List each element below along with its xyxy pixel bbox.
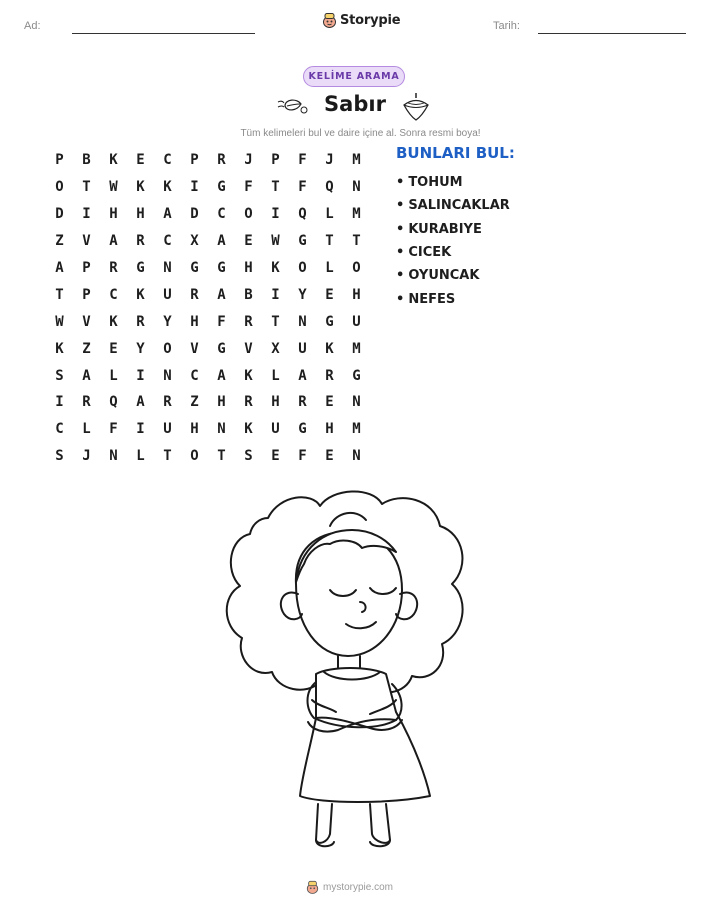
grid-letter[interactable]: L — [109, 367, 118, 384]
grid-letter[interactable]: T — [55, 286, 64, 303]
grid-letter[interactable]: F — [298, 179, 307, 196]
grid-letter[interactable]: R — [190, 286, 199, 303]
grid-letter[interactable]: E — [109, 340, 118, 357]
brand-logo — [322, 12, 400, 28]
grid-letter[interactable]: B — [244, 286, 253, 303]
grid-letter[interactable]: L — [136, 448, 145, 465]
grid-row — [46, 389, 370, 416]
grid-letter[interactable]: U — [298, 340, 307, 357]
word-text: KURABIYE — [408, 221, 482, 237]
grid-letter[interactable]: G — [298, 421, 307, 438]
grid-letter[interactable]: B — [82, 152, 91, 169]
grid-letter[interactable]: A — [217, 367, 226, 384]
grid-letter[interactable]: E — [244, 233, 253, 250]
word-list-item — [396, 241, 510, 264]
grid-letter[interactable]: E — [136, 152, 145, 169]
grid-letter[interactable]: A — [217, 286, 226, 303]
grid-letter[interactable]: K — [244, 421, 253, 438]
grid-letter[interactable]: S — [55, 367, 64, 384]
word-list-item — [396, 194, 510, 217]
grid-letter[interactable]: I — [136, 367, 145, 384]
grid-letter[interactable]: C — [109, 286, 118, 303]
storypie-logo-icon — [322, 12, 337, 28]
name-label: Ad: — [24, 20, 41, 32]
grid-letter[interactable]: K — [109, 313, 118, 330]
grid-letter[interactable]: Q — [109, 394, 118, 411]
grid-letter[interactable]: Y — [163, 313, 172, 330]
word-list-item — [396, 287, 510, 310]
footer-url: mystorypie.com — [323, 881, 394, 893]
grid-letter[interactable]: O — [244, 206, 253, 223]
grid-letter[interactable]: L — [325, 206, 334, 223]
name-line — [72, 33, 255, 34]
date-label: Tarih: — [493, 20, 520, 32]
grid-letter[interactable]: K — [271, 260, 280, 276]
grid-letter[interactable]: U — [163, 421, 172, 438]
grid-letter[interactable]: C — [190, 367, 199, 384]
date-line — [538, 33, 686, 34]
grid-letter[interactable]: K — [163, 179, 172, 196]
grid-letter[interactable]: K — [244, 367, 253, 384]
grid-letter[interactable]: G — [136, 260, 145, 276]
grid-letter[interactable]: T — [163, 448, 172, 465]
page-title: Sabır — [324, 92, 386, 116]
grid-letter[interactable]: D — [55, 206, 64, 223]
grid-letter[interactable]: T — [352, 233, 361, 250]
grid-letter[interactable]: G — [298, 233, 307, 250]
grid-letter[interactable]: O — [298, 260, 307, 276]
grid-letter[interactable]: N — [352, 448, 361, 465]
grid-letter[interactable]: T — [271, 179, 280, 196]
grid-letter[interactable]: J — [82, 448, 91, 465]
grid-letter[interactable]: G — [325, 313, 334, 330]
grid-letter[interactable]: U — [271, 421, 280, 438]
grid-letter[interactable]: R — [136, 313, 145, 330]
grid-letter[interactable]: Y — [136, 340, 145, 357]
grid-letter[interactable]: C — [163, 152, 172, 169]
grid-letter[interactable]: A — [298, 367, 307, 384]
worksheet-type-badge: KELİME ARAMA — [303, 66, 405, 87]
grid-letter[interactable]: Q — [325, 179, 334, 196]
grid-row — [46, 443, 370, 470]
bullet-icon: • — [396, 175, 405, 191]
grid-letter[interactable]: Y — [298, 286, 307, 303]
grid-letter[interactable]: J — [325, 152, 334, 169]
grid-letter[interactable]: P — [55, 152, 64, 169]
grid-letter[interactable]: I — [55, 394, 64, 411]
bullet-icon: • — [396, 245, 405, 261]
brand-name: Storypie — [340, 12, 401, 28]
grid-letter[interactable]: L — [271, 367, 280, 384]
grid-letter[interactable]: F — [244, 179, 253, 196]
grid-letter[interactable]: R — [244, 313, 253, 330]
grid-letter[interactable]: F — [298, 152, 307, 169]
word-list-item — [396, 171, 510, 194]
grid-row — [46, 147, 370, 174]
grid-letter[interactable]: M — [352, 206, 361, 223]
grid-letter[interactable]: F — [298, 448, 307, 465]
word-list — [396, 171, 510, 311]
grid-letter[interactable]: S — [55, 448, 64, 465]
grid-letter[interactable]: I — [271, 286, 280, 303]
grid-letter[interactable]: X — [190, 233, 199, 250]
grid-letter[interactable]: G — [217, 260, 226, 276]
word-text: OYUNCAK — [408, 268, 480, 284]
grid-letter[interactable]: V — [82, 233, 91, 250]
grid-letter[interactable]: R — [325, 367, 334, 384]
word-list-item — [396, 218, 510, 241]
grid-letter[interactable]: N — [352, 394, 361, 411]
bullet-icon: • — [396, 268, 405, 284]
grid-letter[interactable]: W — [55, 313, 64, 330]
grid-letter[interactable]: H — [271, 394, 280, 411]
grid-row — [46, 228, 370, 255]
grid-letter[interactable]: O — [352, 260, 361, 276]
grid-letter[interactable]: F — [109, 421, 118, 438]
grid-letter[interactable]: N — [109, 448, 118, 465]
storypie-logo-icon — [306, 880, 319, 894]
grid-letter[interactable]: H — [244, 260, 253, 276]
grid-letter[interactable]: L — [325, 260, 334, 276]
grid-letter[interactable]: U — [163, 286, 172, 303]
grid-letter[interactable]: K — [55, 340, 64, 357]
word-list-title: BUNLARI BUL: — [396, 144, 515, 162]
grid-letter[interactable]: N — [163, 260, 172, 276]
grid-letter[interactable]: A — [217, 233, 226, 250]
grid-letter[interactable]: N — [217, 421, 226, 438]
bullet-icon: • — [396, 198, 405, 214]
spinning-top-icon — [402, 92, 430, 122]
grid-letter[interactable]: Z — [55, 233, 64, 250]
grid-letter[interactable]: H — [190, 313, 199, 330]
grid-letter[interactable]: C — [163, 233, 172, 250]
word-search-grid[interactable] — [46, 147, 370, 470]
grid-letter[interactable]: Z — [82, 340, 91, 357]
grid-row — [46, 174, 370, 201]
instructions: Tüm kelimeleri bul ve daire içine al. Sonra resmi boya! — [240, 128, 481, 139]
grid-letter[interactable]: O — [163, 340, 172, 357]
breath-leaf-icon — [277, 96, 309, 116]
grid-letter[interactable]: K — [136, 179, 145, 196]
grid-letter[interactable]: A — [55, 260, 64, 276]
grid-letter[interactable]: G — [217, 179, 226, 196]
word-text: CICEK — [408, 245, 452, 261]
grid-letter[interactable]: P — [82, 286, 91, 303]
word-text: NEFES — [408, 291, 456, 307]
grid-letter[interactable]: R — [82, 394, 91, 411]
grid-letter[interactable]: I — [136, 421, 145, 438]
grid-letter[interactable]: R — [244, 394, 253, 411]
grid-row — [46, 308, 370, 335]
grid-letter[interactable]: E — [325, 394, 334, 411]
bullet-icon: • — [396, 291, 405, 307]
grid-row — [46, 362, 370, 389]
grid-letter[interactable]: S — [244, 448, 253, 465]
grid-letter[interactable]: A — [109, 233, 118, 250]
grid-letter[interactable]: K — [136, 286, 145, 303]
grid-letter[interactable]: C — [217, 206, 226, 223]
grid-letter[interactable]: F — [217, 313, 226, 330]
grid-letter[interactable]: T — [82, 179, 91, 196]
grid-letter[interactable]: H — [190, 421, 199, 438]
grid-letter[interactable]: T — [217, 448, 226, 465]
grid-letter[interactable]: H — [325, 421, 334, 438]
grid-letter[interactable]: A — [163, 206, 172, 223]
grid-letter[interactable]: E — [325, 448, 334, 465]
grid-letter[interactable]: P — [271, 152, 280, 169]
grid-letter[interactable]: R — [163, 394, 172, 411]
grid-letter[interactable]: M — [352, 421, 361, 438]
grid-letter[interactable]: R — [298, 394, 307, 411]
grid-letter[interactable]: M — [352, 340, 361, 357]
grid-row — [46, 335, 370, 362]
grid-letter[interactable]: O — [55, 179, 64, 196]
grid-letter[interactable]: L — [82, 421, 91, 438]
word-text: TOHUM — [408, 175, 463, 191]
grid-letter[interactable]: J — [244, 152, 253, 169]
grid-row — [46, 255, 370, 282]
grid-letter[interactable]: T — [271, 313, 280, 330]
girl-with-crossed-arms-coloring-illustration — [220, 486, 470, 851]
grid-letter[interactable]: U — [352, 313, 361, 330]
word-list-item — [396, 264, 510, 287]
grid-letter[interactable]: R — [136, 233, 145, 250]
grid-letter[interactable]: R — [109, 260, 118, 276]
word-text: SALINCAKLAR — [408, 198, 510, 214]
grid-row — [46, 281, 370, 308]
grid-letter[interactable]: C — [55, 421, 64, 438]
grid-row — [46, 201, 370, 228]
grid-letter[interactable]: N — [298, 313, 307, 330]
grid-letter[interactable]: Q — [298, 206, 307, 223]
grid-letter[interactable]: G — [217, 340, 226, 357]
grid-letter[interactable]: V — [82, 313, 91, 330]
grid-letter[interactable]: O — [190, 448, 199, 465]
footer-brand — [306, 880, 393, 894]
grid-letter[interactable]: N — [352, 179, 361, 196]
grid-letter[interactable]: K — [325, 340, 334, 357]
grid-letter[interactable]: E — [271, 448, 280, 465]
grid-letter[interactable]: H — [109, 206, 118, 223]
grid-letter[interactable]: H — [352, 286, 361, 303]
grid-letter[interactable]: A — [136, 394, 145, 411]
grid-letter[interactable]: V — [244, 340, 253, 357]
grid-letter[interactable]: Z — [190, 394, 199, 411]
grid-letter[interactable]: I — [271, 206, 280, 223]
grid-letter[interactable]: W — [271, 233, 280, 250]
grid-letter[interactable]: N — [163, 367, 172, 384]
grid-letter[interactable]: G — [190, 260, 199, 276]
grid-letter[interactable]: H — [136, 206, 145, 223]
grid-letter[interactable]: P — [190, 152, 199, 169]
grid-letter[interactable]: I — [82, 206, 91, 223]
grid-letter[interactable]: W — [109, 179, 118, 196]
grid-letter[interactable]: H — [217, 394, 226, 411]
grid-letter[interactable]: D — [190, 206, 199, 223]
grid-letter[interactable]: K — [109, 152, 118, 169]
grid-row — [46, 416, 370, 443]
grid-letter[interactable]: P — [82, 260, 91, 276]
grid-letter[interactable]: E — [325, 286, 334, 303]
grid-letter[interactable]: G — [352, 367, 361, 384]
grid-letter[interactable]: X — [271, 340, 280, 357]
bullet-icon: • — [396, 221, 405, 237]
grid-letter[interactable]: A — [82, 367, 91, 384]
grid-letter[interactable]: T — [325, 233, 334, 250]
grid-letter[interactable]: R — [217, 152, 226, 169]
grid-letter[interactable]: M — [352, 152, 361, 169]
grid-letter[interactable]: V — [190, 340, 199, 357]
grid-letter[interactable]: I — [190, 179, 199, 196]
